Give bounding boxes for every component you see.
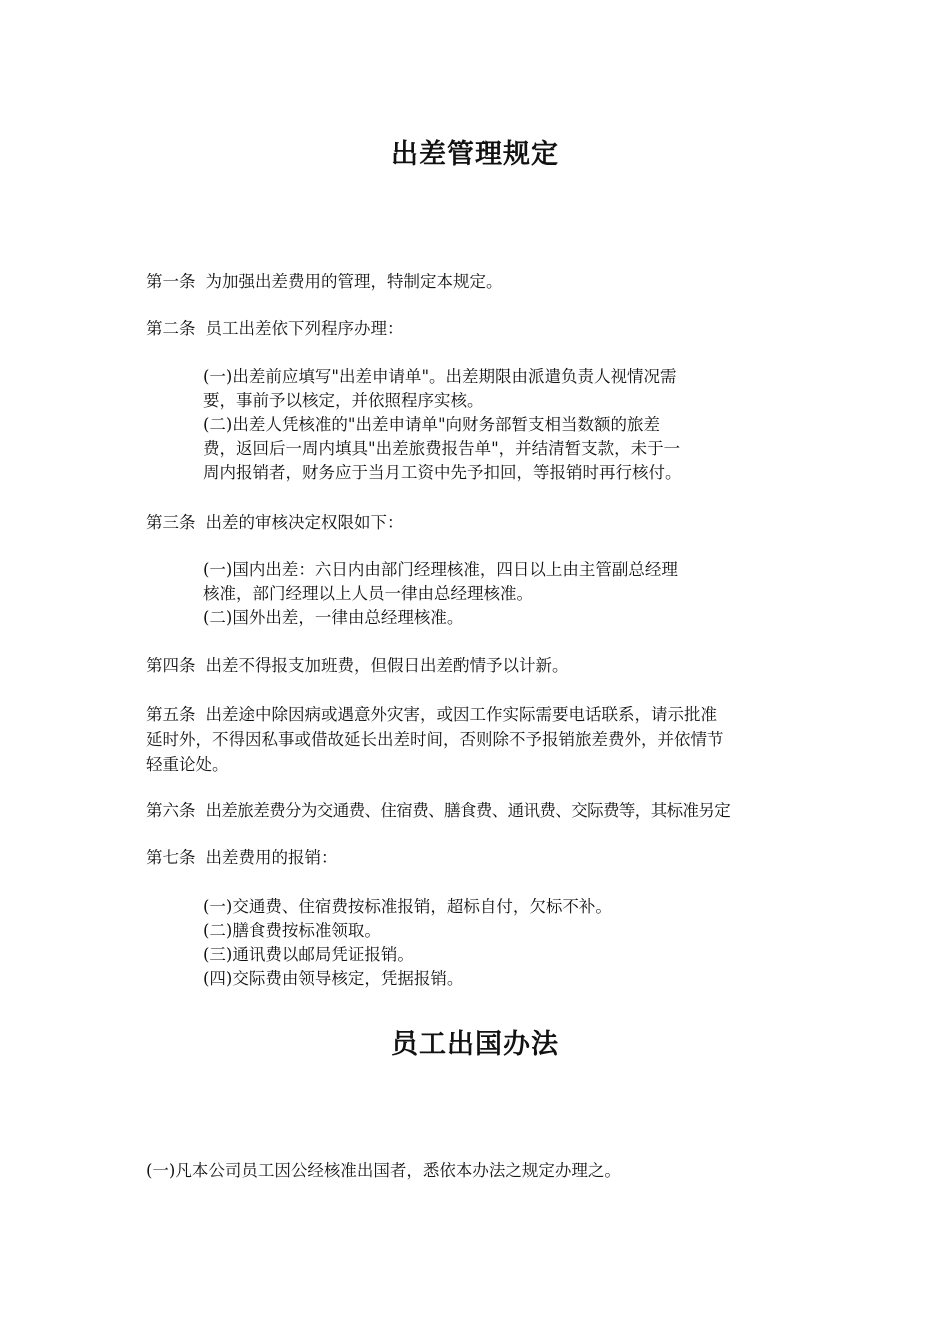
article-2-sub-line: 周内报销者，财务应于当月工资中先予扣回，等报销时再行核付。 [203,463,682,482]
article-5-continuation: 延时外，不得因私事或借故延长出差时间，否则除不予报销旅差费外，并依情节 [146,730,724,749]
article-2-sub-line: (二)出差人凭核准的"出差申请单"向财务部暂支相当数额的旅差 [203,415,661,434]
article-3-sub-line: (一)国内出差：六日内由部门经理核准，四日以上由主管副总经理 [203,560,678,579]
article-2-sub-line: (一)出差前应填写"出差申请单"。出差期限由派遣负责人视情况需 [203,367,677,386]
article-2-sub-line: 要，事前予以核定，并依照程序实核。 [203,391,484,410]
article-6 [146,799,730,823]
article-1-label: 第一条 [146,272,196,291]
section-2-paragraph: (一)凡本公司员工因公经核准出国者，悉依本办法之规定办理之。 [146,1161,621,1180]
article-4-label: 第四条 [146,656,196,675]
article-7-sub-line: (四)交际费由领导核定，凭据报销。 [203,969,464,988]
article-1 [146,270,503,294]
document-title: 出差管理规定 [391,139,559,170]
article-3-sub-line: 核准，部门经理以上人员一律由总经理核准。 [203,584,533,603]
article-7-text: 出差费用的报销： [205,848,338,867]
article-5-text: 出差途中除因病或遇意外灾害，或因工作实际需要电话联系，请示批准 [205,705,717,724]
article-6-label: 第六条 [146,801,196,820]
article-7-sub-line: (一)交通费、住宿费按标准报销，超标自付，欠标不补。 [203,897,612,916]
article-7-label: 第七条 [146,848,196,867]
article-1-text: 为加强出差费用的管理，特制定本规定。 [205,272,503,291]
article-2-sub-line: 费，返回后一周内填具"出差旅费报告单"，并结清暂支款，未于一 [203,439,681,458]
article-4-text: 出差不得报支加班费，但假日出差酌情予以计新。 [205,656,569,675]
article-3-label: 第三条 [146,513,196,532]
article-7-sub-line: (二)膳食费按标准领取。 [203,921,381,940]
article-5-label: 第五条 [146,705,196,724]
article-3-text: 出差的审核决定权限如下： [205,513,404,532]
article-7 [146,846,338,870]
section-title: 员工出国办法 [391,1029,559,1060]
article-7-sub-line: (三)通讯费以邮局凭证报销。 [203,945,414,964]
article-3 [146,511,404,535]
article-2 [146,317,404,341]
article-2-text: 员工出差依下列程序办理： [205,319,404,338]
article-3-sub-line: (二)国外出差，一律由总经理核准。 [203,608,464,627]
article-5 [146,703,717,727]
article-4 [146,654,569,678]
article-6-text: 出差旅差费分为交通费、住宿费、膳食费、通讯费、交际费等，其标准另定 [205,801,731,820]
article-2-label: 第二条 [146,319,196,338]
article-5-continuation: 轻重论处。 [146,755,229,774]
